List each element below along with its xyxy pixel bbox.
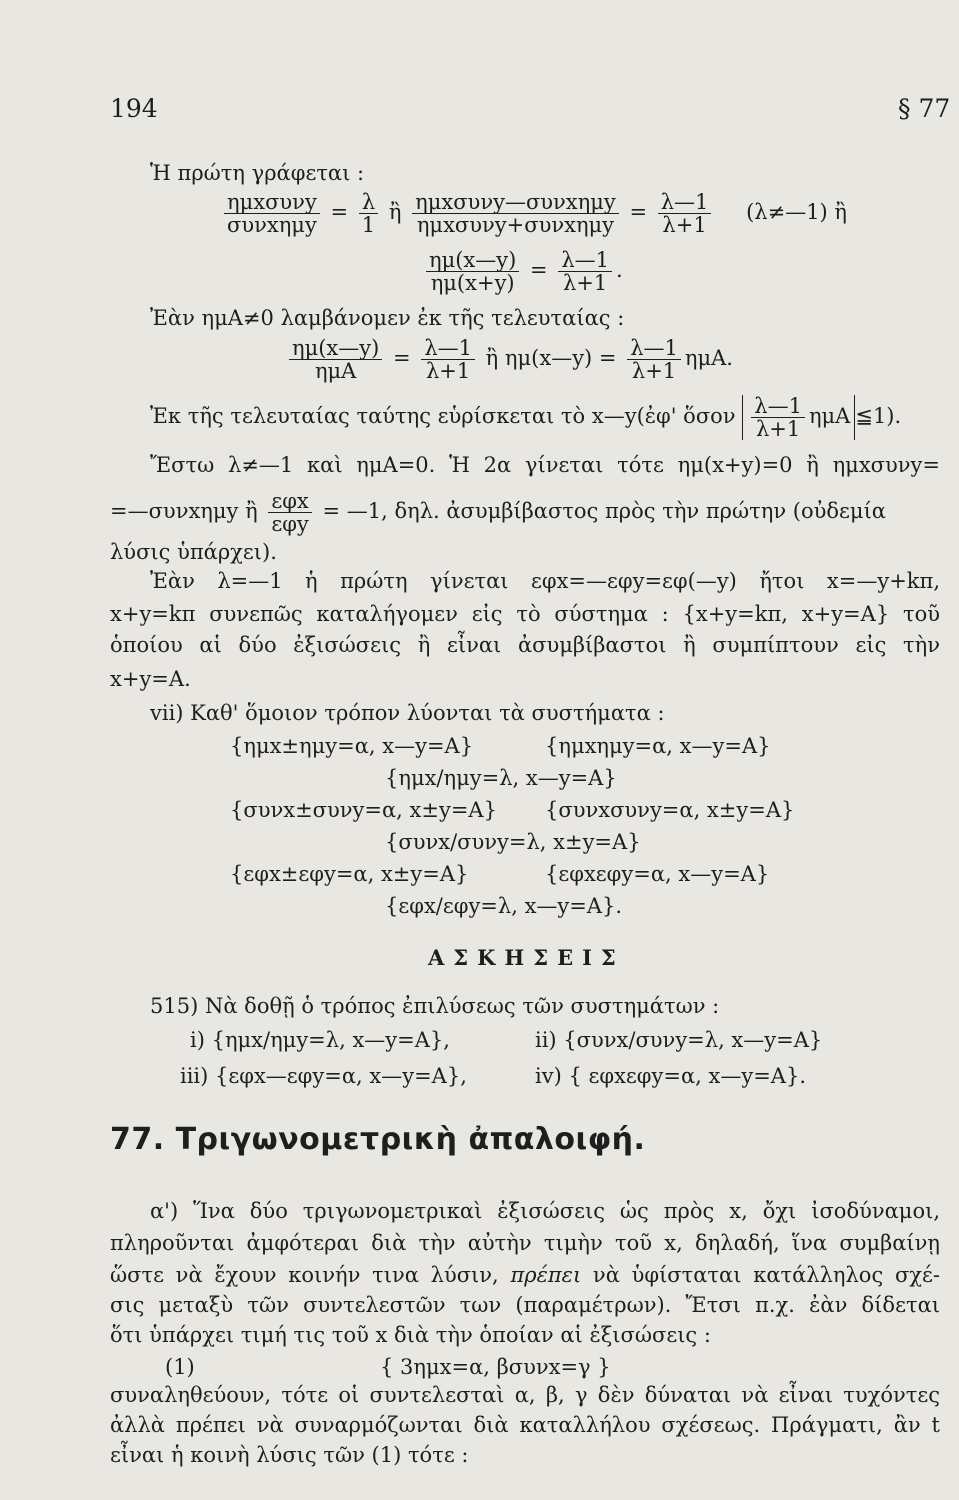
system: {συνx±συνy=α, x±y=A} (230, 798, 497, 822)
text-line: Ἔστω λ≠—1 καὶ ημA=0. Ἡ 2α γίνεται τότε ημ(x+y)=0 ἢ ημxσυνy= (150, 453, 940, 477)
exercise-intro: 515) Νὰ δοθῇ ὁ τρόπος ἐπιλύσεως τῶν συστημάτων : (150, 994, 720, 1018)
system: {συνxσυνy=α, x±y=A} (545, 798, 795, 822)
fraction: $\frac{\text{ημxσυνy—συνxημy}}{\text{ημxσυνy+συνxημy}}$ (412, 191, 619, 236)
absolute-value: $\frac{\lambda—1}{\lambda+1}$ ημA (742, 395, 855, 440)
exercises-heading: ΑΣΚΗΣΕΙΣ (428, 945, 625, 970)
paragraph-line: α') Ἵνα δύο τριγωνομετρικαὶ ἐξισώσεις ὡς πρὸς x, ὄχι ἰσοδύναμοι, (150, 1199, 940, 1223)
text-line: Ἐὰν ημA≠0 λαμβάνομεν ἐκ τῆς τελευταίας : (150, 306, 625, 330)
paragraph-line: ὥστε νὰ ἔχουν κοινήν τινα λύσιν, πρέπει νὰ ὑφίσταται κατάλληλος σχέ- (110, 1263, 940, 1287)
system: {ημx±ημy=α, x—y=A} (230, 734, 474, 758)
exercise-item: ii) {συνx/συνy=λ, x—y=A} (535, 1028, 823, 1052)
paragraph-line: εἶναι ἡ κοινὴ λύσις τῶν (1) τότε : (110, 1443, 469, 1467)
text-line: ὁποίου αἱ δύο ἐξισώσεις ἢ εἶναι ἀσυμβίβαστοι ἢ συμπίπτουν εἰς τὴν (110, 633, 940, 657)
paragraph-line: πληροῦνται ἀμφότεραι διὰ τὴν αὐτὴν τιμὴν τοῦ x, δηλαδή, ἵνα συμβαίνῃ (110, 1231, 940, 1255)
system: {ημxημy=α, x—y=A} (545, 734, 771, 758)
equation-body: { 3ημx=α, βσυνx=γ } (380, 1355, 611, 1379)
equation-label: (1) (165, 1355, 195, 1379)
exercise-item: iv) { εφxεφy=α, x—y=A}. (535, 1064, 806, 1088)
paragraph-line: ὅτι ὑπάρχει τιμή τις τοῦ x διὰ τὴν ὁποίαν αἱ ἐξισώσεις : (110, 1323, 711, 1347)
exercise-item: iii) {εφx—εφy=α, x—y=A}, (180, 1064, 467, 1088)
paragraph-line: ἀλλὰ πρέπει νὰ συναρμόζωνται διὰ καταλλήλου σχέσεως. Πράγματι, ἂν t (110, 1413, 940, 1437)
system: {εφx/εφy=λ, x—y=A}. (385, 894, 623, 918)
equation-line: $\frac{\eta\mu(x—y)}{\eta\mu(x+y)}$ = $\frac{\lambda—1}{\lambda+1}$ . (422, 249, 623, 294)
paragraph-line: συναληθεύουν, τότε οἱ συντελεσταὶ α, β, γ δὲν δύναται νὰ εἶναι τυχόντες (110, 1383, 940, 1407)
fraction: $\frac{\lambda}{1}$ (359, 191, 378, 236)
system: {εφxεφy=α, x—y=A} (545, 862, 770, 886)
text-line: x+y=kπ συνεπῶς καταλήγομεν εἰς τὸ σύστημα : {x+y=kπ, x+y=A} τοῦ (110, 602, 940, 626)
section-title: 77. Τριγωνομετρικὴ ἀπαλοιφή. (110, 1122, 646, 1157)
text-line: x+y=A. (110, 667, 191, 691)
fraction: $\frac{\text{ημxσυνy}}{\text{συνxημy}}$ (224, 191, 320, 236)
page-number: 194 (110, 94, 158, 123)
equation-line: $\frac{\text{ημxσυνy}}{\text{συνxημy}}$ = $\frac{\lambda}{1}$ ἢ $\frac{\text{ημxσυνy—συνxημy}}{\text{ημxσυνy+συνxημy}}$ = $\frac{\lambda—1}{\lambda+1}$ (λ≠—1) ἢ (220, 191, 847, 236)
system: {ημx/ημy=λ, x—y=A} (385, 766, 617, 790)
text-line: Ἡ πρώτη γράφεται : (150, 161, 365, 185)
equation-line: Ἐκ τῆς τελευταίας ταύτης εὑρίσκεται τὸ x—y(ἐφ' ὅσον $\frac{\lambda—1}{\lambda+1}$ ημA ≦1). (150, 394, 902, 441)
equation-line: =—συνxημy ἢ $\frac{\text{εφx}}{\text{εφy}}$ = —1, δηλ. ἀσυμβίβαστος πρὸς τὴν πρώτην (οὐδεμία (110, 489, 886, 536)
fraction: $\frac{\lambda—1}{\lambda+1}$ (658, 191, 712, 236)
text-line: Ἐὰν λ=—1 ἡ πρώτη γίνεται εφx=—εφy=εφ(—y) ἤτοι x=—y+kπ, (150, 569, 940, 593)
text-line: vii) Καθ' ὅμοιον τρόπον λύονται τὰ συστήματα : (150, 701, 665, 725)
text-line: λύσις ὑπάρχει). (110, 540, 277, 564)
paragraph-line: σις μεταξὺ τῶν συντελεστῶν των (παραμέτρων). Ἔτσι π.χ. ἐὰν δίδεται (110, 1293, 940, 1317)
system: {εφx±εφy=α, x±y=A} (230, 862, 469, 886)
section-mark: § 77 (898, 94, 951, 123)
system: {συνx/συνy=λ, x±y=A} (385, 830, 641, 854)
equation-line: $\frac{\eta\mu(x—y)}{\text{ημA}}$ = $\frac{\lambda—1}{\lambda+1}$ ἢ ημ(x—y) = $\frac{\lambda—1}{\lambda+1}$ ημA. (285, 337, 733, 382)
exercise-item: i) {ημx/ημy=λ, x—y=A}, (190, 1028, 450, 1052)
